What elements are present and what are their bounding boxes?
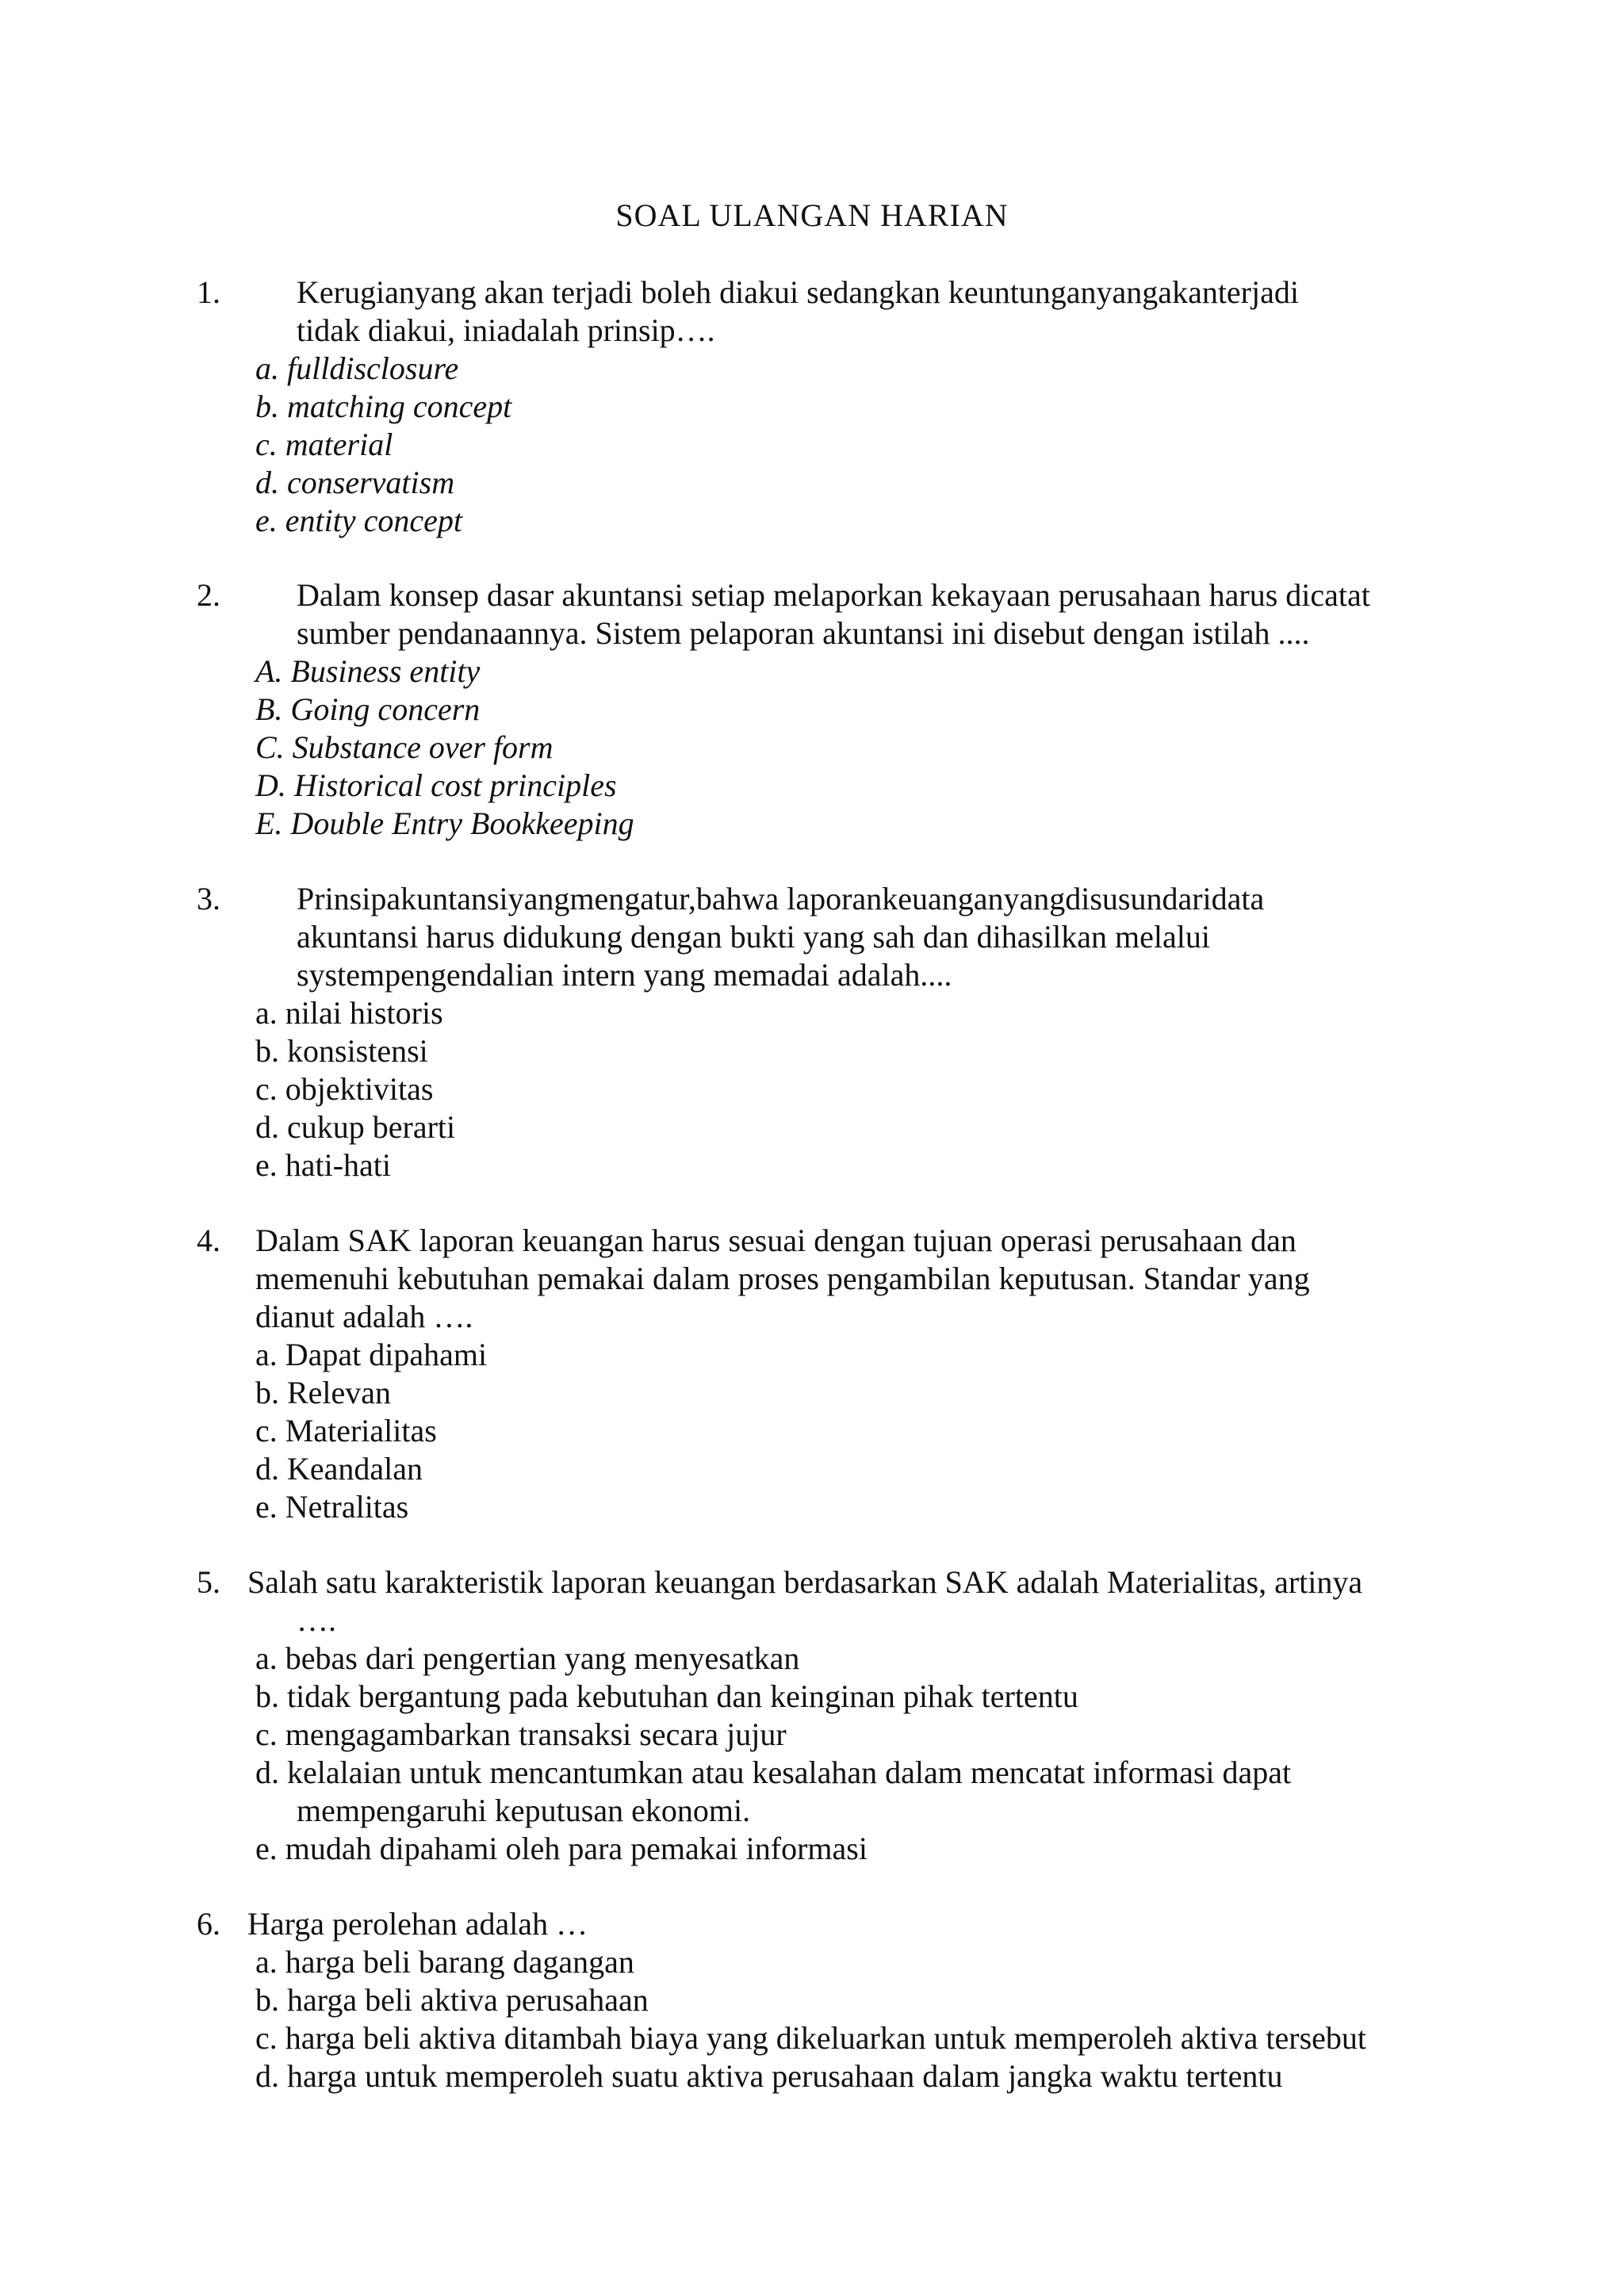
answer-option-a: a. harga beli barang dagangan xyxy=(255,1944,634,1980)
answer-option-b: b. tidak bergantung pada kebutuhan dan keinginan pihak tertentu xyxy=(255,1678,1078,1714)
question-text: systempengendalian intern yang memadai adalah.... xyxy=(297,957,952,993)
answer-option-c: c. objektivitas xyxy=(255,1071,434,1107)
answer-option-b: b. Relevan xyxy=(255,1375,392,1410)
answer-option-a: a. fulldisclosure xyxy=(255,350,459,386)
answer-option-b: b. harga beli aktiva perusahaan xyxy=(255,1982,649,2018)
answer-option-e: E. Double Entry Bookkeeping xyxy=(255,806,634,841)
question-number: 3. xyxy=(197,881,220,916)
question-text: Harga perolehan adalah … xyxy=(247,1906,588,1942)
question-text: Dalam SAK laporan keuangan harus sesuai dengan tujuan operasi perusahaan dan xyxy=(255,1223,1297,1258)
answer-option-d: d. harga untuk memperoleh suatu aktiva perusahaan dalam jangka waktu tertentu xyxy=(255,2058,1283,2094)
page-title: SOAL ULANGAN HARIAN xyxy=(615,197,1009,233)
answer-option-c: c. Materialitas xyxy=(255,1413,437,1448)
question-number: 2. xyxy=(197,577,220,613)
answer-option-c: c. material xyxy=(255,427,393,462)
answer-option-e: e. entity concept xyxy=(255,503,462,538)
answer-option-e: e. mudah dipahami oleh para pemakai informasi xyxy=(255,1831,868,1866)
question-text: akuntansi harus didukung dengan bukti yang sah dan dihasilkan melalui xyxy=(297,919,1210,955)
answer-option-b: b. konsistensi xyxy=(255,1033,428,1069)
answer-option-d: d. kelalaian untuk mencantumkan atau kesalahan dalam mencatat informasi dapat xyxy=(255,1755,1292,1790)
answer-option-b: B. Going concern xyxy=(255,691,481,727)
answer-option-a: a. bebas dari pengertian yang menyesatkan xyxy=(255,1640,800,1676)
answer-option-d: d. Keandalan xyxy=(255,1451,423,1487)
question-number: 4. xyxy=(197,1223,220,1258)
question-text: dianut adalah …. xyxy=(255,1299,473,1334)
answer-option-c: c. harga beli aktiva ditambah biaya yang dikeluarkan untuk memperoleh aktiva tersebut xyxy=(255,2020,1366,2056)
answer-option-d: D. Historical cost principles xyxy=(255,767,617,803)
question-text: Salah satu karakteristik laporan keuangan berdasarkan SAK adalah Materialitas, artinya xyxy=(247,1564,1363,1600)
question-number: 5. xyxy=(197,1564,220,1600)
answer-option-d: d. cukup berarti xyxy=(255,1109,456,1145)
answer-option-d-continued: mempengaruhi keputusan ekonomi. xyxy=(297,1793,751,1828)
question-text: sumber pendanaannya. Sistem pelaporan akuntansi ini disebut dengan istilah .... xyxy=(297,615,1310,651)
answer-option-a: a. nilai historis xyxy=(255,995,443,1031)
question-text: Dalam konsep dasar akuntansi setiap melaporkan kekayaan perusahaan harus dicatat xyxy=(297,577,1370,613)
answer-option-c: C. Substance over form xyxy=(255,729,553,765)
answer-option-a: A. Business entity xyxy=(255,653,481,689)
answer-option-e: e. hati-hati xyxy=(255,1147,392,1183)
question-text: …. xyxy=(297,1602,336,1638)
question-number: 6. xyxy=(197,1906,220,1942)
question-text: memenuhi kebutuhan pemakai dalam proses pengambilan keputusan. Standar yang xyxy=(255,1261,1310,1296)
answer-option-e: e. Netralitas xyxy=(255,1489,409,1525)
answer-option-b: b. matching concept xyxy=(255,388,512,424)
question-text: Prinsipakuntansiyangmengatur,bahwa laporankeuanganyangdisusundaridata xyxy=(297,881,1265,916)
answer-option-c: c. mengagambarkan transaksi secara jujur xyxy=(255,1716,787,1752)
answer-option-d: d. conservatism xyxy=(255,465,455,500)
question-number: 1. xyxy=(197,274,220,310)
answer-option-a: a. Dapat dipahami xyxy=(255,1337,488,1372)
question-text: tidak diakui, iniadalah prinsip…. xyxy=(297,312,715,348)
question-text: Kerugianyang akan terjadi boleh diakui sedangkan keuntunganyangakanterjadi xyxy=(297,274,1299,310)
